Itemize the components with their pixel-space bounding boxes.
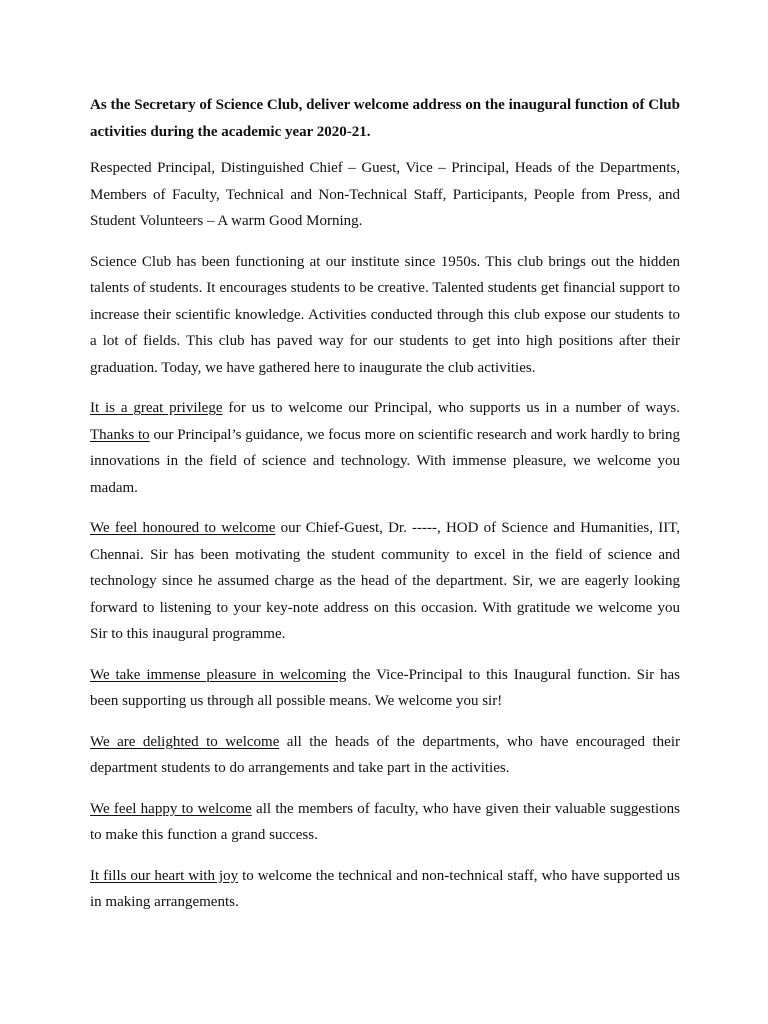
underlined-phrase: We take immense pleasure in welcoming [90, 666, 347, 683]
chief-guest-welcome-paragraph [90, 515, 680, 648]
staff-welcome-paragraph [90, 863, 680, 916]
underlined-phrase: We feel honoured to welcome [90, 520, 276, 536]
paragraph-text: our Principal’s guidance, we focus more on scientific research and work hardly to bring innovations in the field of science and technology. With immense pleasure, we welcome you madam. [90, 426, 681, 496]
underlined-phrase: Thanks to [90, 426, 150, 443]
vice-principal-welcome-paragraph [90, 662, 680, 715]
faculty-welcome-paragraph [90, 796, 680, 849]
underlined-phrase: We are delighted to welcome [90, 733, 280, 750]
paragraph-text: the Vice-Principal to this Inaugural function. Sir has been supporting us through all possible means. We welcome you sir! [90, 666, 681, 709]
paragraph-text: our Chief-Guest, Dr. -----, HOD of Science and Humanities, IIT, Chennai. Sir has been motivating the student community to excel in the field of science and technology since he assumed charge as the head of the department. Sir, we are eagerly looking forward to listening to your key-note address on this occasion. With gratitude we welcome you Sir to this inaugural programme. [90, 520, 680, 642]
underlined-phrase: It is a great privilege [90, 400, 223, 416]
underlined-phrase: It fills our heart with joy [90, 867, 239, 884]
hod-welcome-paragraph [90, 729, 680, 782]
paragraph-text: all the members of faculty, who have given their valuable suggestions to make this function a grand success. [90, 800, 680, 843]
paragraph-text: Respected Principal, Distinguished Chief – Guest, Vice – Principal, Heads of the Departments, Members of Faculty, Technical and Non-Technical Staff, Participants, People from Press, and Student Volunteers – A warm Good Morning. [90, 160, 680, 229]
greeting-paragraph [90, 155, 680, 235]
paragraph-text: to welcome the technical and non-technical staff, who have supported us in making arrangements. [90, 867, 680, 910]
document-heading: As the Secretary of Science Club, deliver welcome address on the inaugural function of Club activities during the academic year 2020-21. [90, 97, 680, 140]
paragraph-text: all the heads of the departments, who have encouraged their department students to do arrangements and take part in the activities. [90, 733, 680, 776]
paragraph-text: Science Club has been functioning at our institute since 1950s. This club brings out the hidden talents of students. It encourages students to be creative. Talented students get financial support to increase their scientific knowledge. Activities conducted through this club expose our students to a lot of fields. This club has paved way for our students to get into high positions after their graduation. Today, we have gathered here to inaugurate the club activities. [90, 253, 680, 376]
club-intro-paragraph [90, 249, 680, 382]
principal-welcome-paragraph [90, 395, 680, 501]
underlined-phrase: We feel happy to welcome [90, 800, 252, 817]
paragraph-text: for us to welcome our Principal, who supports us in a number of ways. [222, 400, 680, 416]
